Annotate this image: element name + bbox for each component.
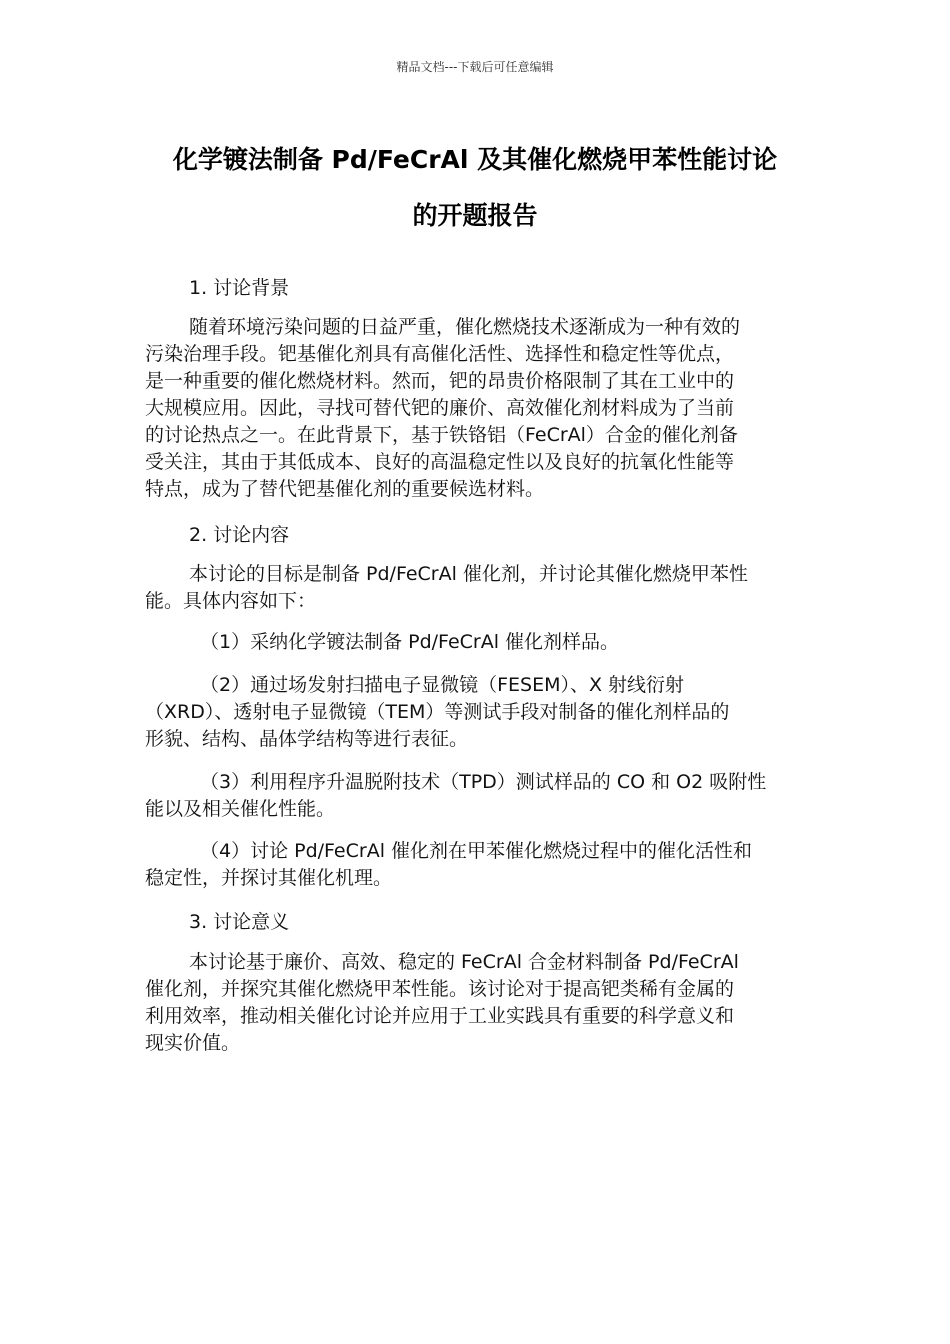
content-item-1	[145, 629, 810, 656]
paragraph-content-intro	[145, 561, 810, 615]
text-line: （XRD）、透射电子显微镜（TEM）等测试手段对制备的催化剂样品的	[145, 701, 730, 723]
text-line: 本讨论基于廉价、高效、稳定的 FeCrAl 合金材料制备 Pd/FeCrAl	[189, 951, 739, 973]
content-item-2	[145, 672, 810, 753]
text-line: 利用效率，推动相关催化讨论并应用于工业实践具有重要的科学意义和	[145, 1005, 735, 1027]
paragraph-significance	[145, 949, 810, 1057]
text-line: 是一种重要的催化燃烧材料。然而，钯的昂贵价格限制了其在工业中的	[145, 370, 735, 392]
text-line: 随着环境污染问题的日益严重，催化燃烧技术逐渐成为一种有效的	[189, 316, 741, 338]
text-line: 形貌、结构、晶体学结构等进行表征。	[145, 728, 469, 750]
content-item-4	[145, 838, 810, 892]
section-heading-significance: 3. 讨论意义	[189, 911, 290, 933]
text-line: 现实价值。	[145, 1032, 241, 1054]
text-line: 受关注，其由于其低成本、良好的高温稳定性以及良好的抗氧化性能等	[145, 451, 735, 473]
content-item-3	[145, 769, 810, 823]
text-line: 特点，成为了替代钯基催化剂的重要候选材料。	[145, 478, 545, 500]
text-line: 大规模应用。因此，寻找可替代钯的廉价、高效催化剂材料成为了当前	[145, 397, 735, 419]
document-title-line-1: 化学镀法制备 Pd/FeCrAl 及其催化燃烧甲苯性能讨论	[172, 145, 778, 174]
document-title-line-2: 的开题报告	[412, 201, 538, 230]
text-line: （3）利用程序升温脱附技术（TPD）测试样品的 CO 和 O2 吸附性	[200, 771, 767, 793]
text-line: 能以及相关催化性能。	[145, 798, 336, 820]
text-line: （2）通过场发射扫描电子显微镜（FESEM）、X 射线衍射	[200, 674, 685, 696]
text-line: （1）采纳化学镀法制备 Pd/FeCrAl 催化剂样品。	[200, 631, 620, 653]
section-heading-content: 2. 讨论内容	[189, 524, 290, 546]
header-note: 精品文档---下载后可任意编辑	[396, 60, 554, 74]
section-heading-background: 1. 讨论背景	[189, 277, 290, 299]
text-line: 催化剂，并探究其催化燃烧甲苯性能。该讨论对于提高钯类稀有金属的	[145, 978, 735, 1000]
text-line: （4）讨论 Pd/FeCrAl 催化剂在甲苯催化燃烧过程中的催化活性和	[200, 840, 753, 862]
paragraph-background	[145, 314, 810, 503]
text-line: 的讨论热点之一。在此背景下，基于铁铬铝（FeCrAl）合金的催化剂备	[145, 424, 738, 446]
text-line: 污染治理手段。钯基催化剂具有高催化活性、选择性和稳定性等优点，	[145, 343, 735, 365]
text-line: 能。具体内容如下：	[145, 590, 317, 612]
text-line: 稳定性，并探讨其催化机理。	[145, 867, 393, 889]
text-line: 本讨论的目标是制备 Pd/FeCrAl 催化剂，并讨论其催化燃烧甲苯性	[189, 563, 748, 585]
